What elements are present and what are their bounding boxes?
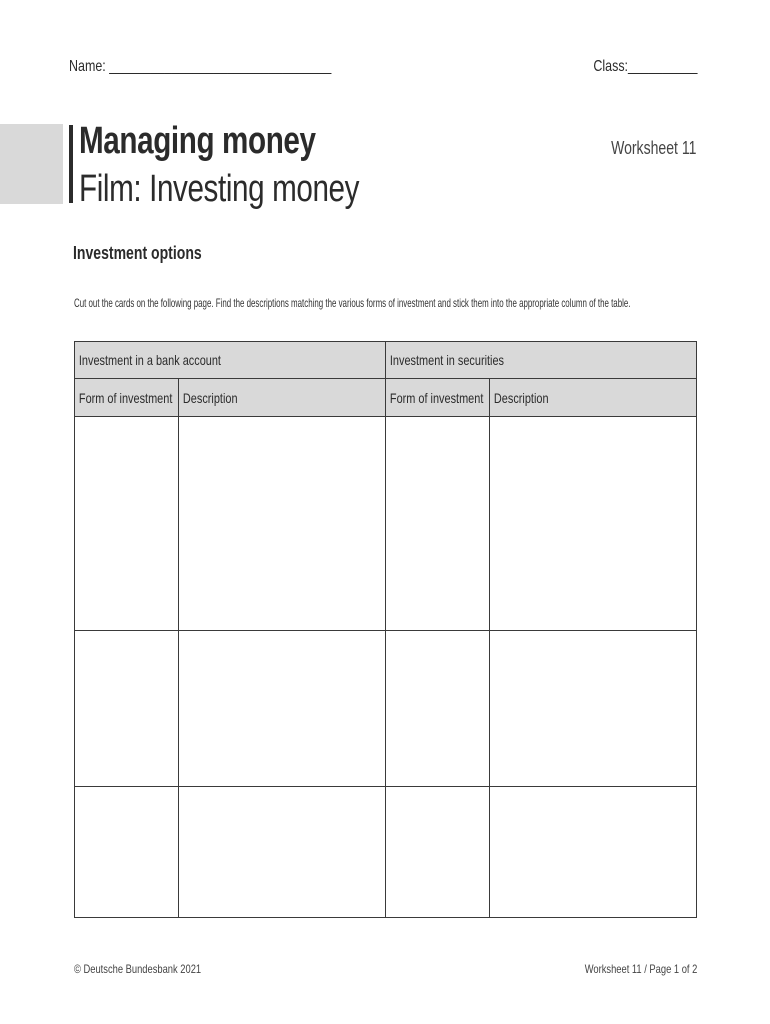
table-cell xyxy=(75,787,179,918)
table-group-header-row xyxy=(75,342,697,379)
page-title: Managing money xyxy=(79,120,316,162)
column-header: Description xyxy=(490,379,697,417)
class-field-label: Class:__________ xyxy=(592,58,697,75)
group-header-securities: Investment in securities xyxy=(386,342,697,379)
table-cell xyxy=(179,417,386,631)
investment-table xyxy=(74,341,697,918)
column-header: Form of investment xyxy=(386,379,490,417)
instructions-text: Cut out the cards on the following page. Find the descriptions matching the various forms of investment and stick them into the appropriate column of the table. xyxy=(74,296,631,310)
column-header: Description xyxy=(179,379,386,417)
table-cell xyxy=(490,787,697,918)
name-field-label: Name: ________________________________ xyxy=(69,58,332,75)
section-heading: Investment options xyxy=(73,243,202,263)
table-row xyxy=(75,417,697,631)
footer-page-number: Worksheet 11 / Page 1 of 2 xyxy=(584,962,697,976)
side-tab-decoration xyxy=(0,124,63,204)
column-header: Form of investment xyxy=(75,379,179,417)
table-row xyxy=(75,787,697,918)
table-cell xyxy=(386,787,490,918)
table-cell xyxy=(386,631,490,787)
table-column-header-row xyxy=(75,379,697,417)
table-cell xyxy=(490,417,697,631)
table-cell xyxy=(179,631,386,787)
worksheet-number: Worksheet 11 xyxy=(610,138,696,158)
table-cell xyxy=(490,631,697,787)
footer-copyright: © Deutsche Bundesbank 2021 xyxy=(74,962,202,976)
group-header-bank: Investment in a bank account xyxy=(75,342,386,379)
table-cell xyxy=(75,417,179,631)
page-subtitle: Film: Investing money xyxy=(79,168,360,210)
table-cell xyxy=(179,787,386,918)
table-cell xyxy=(75,631,179,787)
table-row xyxy=(75,631,697,787)
table-cell xyxy=(386,417,490,631)
title-accent-bar xyxy=(69,125,73,203)
